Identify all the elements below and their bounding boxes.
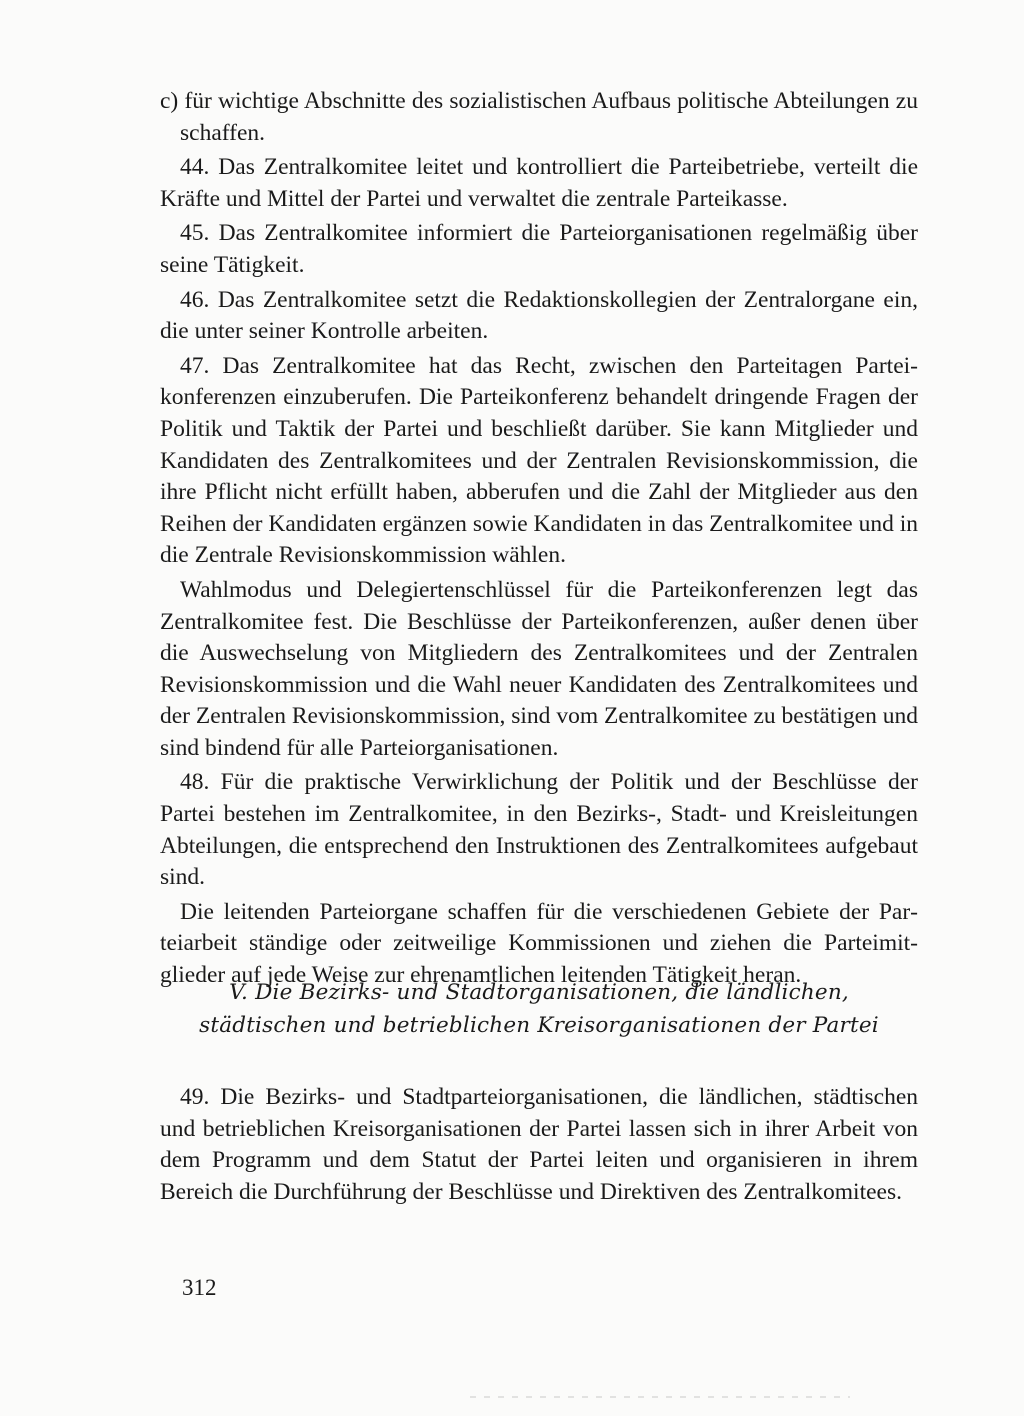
body-text-top <box>160 86 918 992</box>
paragraph-49: 49. Die Bezirks- und Stadtparteiorganisationen, die ländlichen, städtischen und betrieblichen Kreisorganisationen der Partei lassen sich in ihrer Arbeit von dem Programm und dem Statut der Partei leiten und organisieren in ihrem Bereich die Durchführung der Beschlüsse und Direktiven des Zentralkomitees. <box>160 1084 918 1205</box>
paragraph-44: 44. Das Zentralkomitee leitet und kontrolliert die Parteibetriebe, verteilt die Kräfte und Mittel der Partei und verwaltet die zentrale Parteikasse. <box>160 154 918 212</box>
paragraph-item-c: c) für wichtige Abschnitte des sozialistischen Aufbaus politische Abteilungen zu schaffen. <box>160 88 918 146</box>
scan-artifact-line <box>470 1396 850 1398</box>
paragraph-45: 45. Das Zentralkomitee informiert die Parteiorganisationen regelmäßig über seine Tätigkeit. <box>160 220 918 278</box>
paragraph-48: 48. Für die praktische Verwirklichung der Politik und der Beschlüsse der Partei bestehen im Zentralkomitee, in den Bezirks-, Stadt- und Kreisleitungen Abteilungen, die entsprechend den Instruktionen des Zentralkomitees aufgebaut sind. <box>160 769 918 891</box>
section-heading <box>160 976 918 1042</box>
paragraph-46: 46. Das Zentralkomitee setzt die Redaktionskollegien der Zentralorgane ein, die unter seiner Kontrolle arbeiten. <box>160 286 918 345</box>
body-text-bottom <box>160 1082 918 1208</box>
section-heading-line-2: städtischen und betrieblichen Kreisorganisationen der Partei <box>199 1013 879 1038</box>
paragraph-47-continued: Wahlmodus und Delegiertenschlüssel für die Parteikonferenzen legt das Zentralkomitee fest. Die Beschlüsse der Parteikonferenzen, außer denen über die Auswechselung von Mitgliedern des Zentralkomitees und der Zentralen Revisionskommission und die Wahl neuer Kandidaten des Zentralkomitees und der Zentralen Revisionskommission, sind vom Zentralkomitee zu bestätigen und sind bindend für alle Parteiorganisationen. <box>160 576 918 761</box>
page-number: 312 <box>182 1275 217 1300</box>
paragraph-48-continued: Die leitenden Parteiorgane schaffen für die verschiedenen Gebiete der Parteiarbeit ständige oder zeitweilige Kommissionen und ziehen die Parteimitglieder auf jede Weise zur ehrenamtlichen leitenden Tätigkeit heran. <box>160 898 918 989</box>
section-heading-line-1: V. Die Bezirks- und Stadtorganisationen, die ländlichen, <box>229 980 849 1005</box>
paragraph-47: 47. Das Zentralkomitee hat das Recht, zwischen den Parteitagen Parteikonferenzen einzuberufen. Die Parteikonferenz behandelt dringende Fragen der Politik und Taktik der Partei und beschließt darüber. Sie kann Mitglieder und Kandidaten des Zentralkomitees und der Zentralen Revisionskommission, die ihre Pflicht nicht erfüllt haben, abberufen und die Zahl der Mitglieder aus den Reihen der Kandidaten ergänzen sowie Kandidaten in das Zentralkomitee und in die Zentrale Revisionskommission wählen. <box>160 352 918 569</box>
